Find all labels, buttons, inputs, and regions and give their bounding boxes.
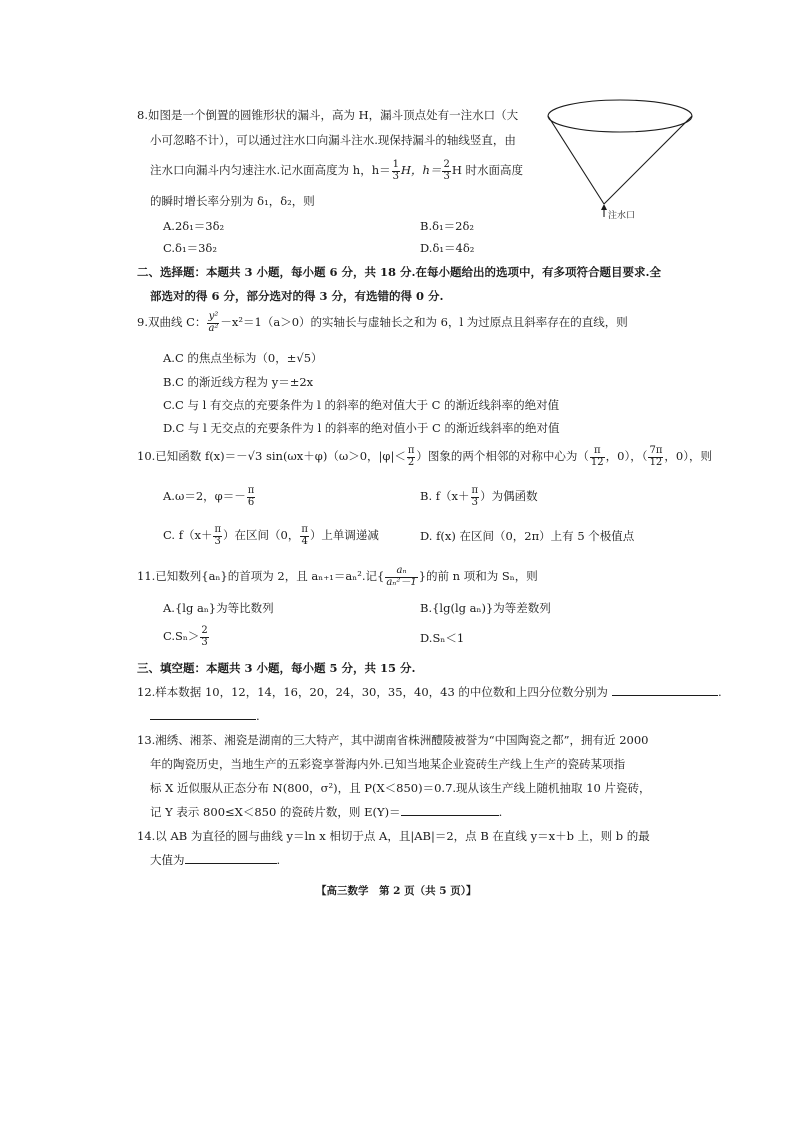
q12-line2: . <box>150 708 260 723</box>
q8-option-d: D.δ₁＝4δ₂ <box>420 241 475 255</box>
q11-stem: 11.已知数列{aₙ}的首项为 2，且 aₙ₊₁＝aₙ².记{ $\frac{\text{aₙ}}{\text{aₙ²－1}}$ }的前 n 项和为 Sₙ，则 <box>137 565 538 588</box>
q10-stem: 10.已知函数 f(x)＝－√3 sin(ωx＋φ)（ω＞0，|φ|＜ $\frac{\pi}{2}$ ）图象的两个相邻的对称中心为（ $\frac{\pi}{12}$ ，0），（ $\frac{7\pi}{12}$ ，0），则 <box>137 445 712 468</box>
q13-line3: 标 X 近似服从正态分布 N(800，σ²)，且 P(X＜850)＝0.7.现从该生产线上随机抽取 10 片瓷砖， <box>150 781 651 795</box>
q8-line2: 小可忽略不计），可以通过注水口向漏斗注水.现保持漏斗的轴线竖直，由 <box>150 133 516 147</box>
q8-line1: 8.如图是一个倒置的圆锥形状的漏斗，高为 H，漏斗顶点处有一注水口（大 <box>137 108 519 122</box>
q9-option-d: D.C 与 l 无交点的充要条件为 l 的斜率的绝对值小于 C 的渐近线斜率的绝对值 <box>163 421 560 435</box>
q12-answer-blank-1[interactable] <box>612 684 718 696</box>
q11-option-d: D.Sₙ＜1 <box>420 631 465 645</box>
q8-fraction-1: $\frac{1}{3}$ <box>392 159 399 182</box>
q11-option-a: A.{lg aₙ}为等比数列 <box>163 601 274 615</box>
q14-line2: 大值为 . <box>150 853 281 867</box>
q9-fraction: $\frac{\text{y²}}{\text{a²}}$ <box>208 311 219 334</box>
q9-stem: 9.双曲线 C： $\frac{\text{y²}}{\text{a²}}$ －x²＝1（a＞0）的实轴长与虚轴长之和为 6，l 为过原点且斜率存在的直线，则 <box>137 311 628 334</box>
q10-option-a: A.ω＝2，φ＝－ $\frac{\pi}{6}$ <box>163 485 255 508</box>
q8-fraction-2: $\frac{2}{3}$ <box>443 159 450 182</box>
q10-option-b: B. f（x＋ $\frac{\pi}{3}$ ）为偶函数 <box>420 485 538 508</box>
q13-line2: 年的陶瓷历史，当地生产的五彩瓷享誉海内外.已知当地某企业瓷砖生产线上生产的瓷砖某项指 <box>150 757 626 771</box>
q9-option-b: B.C 的渐近线方程为 y＝±2x <box>163 375 314 389</box>
q10-option-d: D. f(x) 在区间（0，2π）上有 5 个极值点 <box>420 529 635 543</box>
q11-option-b: B.{lg(lg aₙ)}为等差数列 <box>420 601 551 615</box>
q13-line4: 记 Y 表示 800≤X＜850 的瓷砖片数，则 E(Y)＝ . <box>150 805 503 819</box>
q13-line1: 13.湘绣、湘茶、湘瓷是湖南的三大特产，其中湖南省株洲醴陵被誉为“中国陶瓷之都”，拥有近 2000 <box>137 733 649 747</box>
q12-line1: 12.样本数据 10，12，14，16，20，24，30，35，40，43 的中位数和上四分位数分别为 . <box>137 685 722 699</box>
q13-answer-blank[interactable] <box>401 804 499 816</box>
q8-option-b: B.δ₁＝2δ₂ <box>420 219 474 233</box>
water-inlet-label: 注水口 <box>608 211 636 221</box>
q14-line1: 14.以 AB 为直径的圆与曲线 y＝ln x 相切于点 A，且|AB|＝2，点 B 在直线 y＝x＋b 上，则 b 的最 <box>137 829 650 843</box>
q9-option-c: C.C 与 l 有交点的充要条件为 l 的斜率的绝对值大于 C 的渐近线斜率的绝对值 <box>163 398 560 412</box>
q12-answer-blank-2[interactable] <box>150 708 256 720</box>
section2-line2: 部选对的得 6 分，部分选对的得 3 分，有选错的得 0 分. <box>150 289 444 303</box>
page-footer: 【高三数学 第 2 页（共 5 页）】 <box>316 885 477 897</box>
q8-option-c: C.δ₁＝3δ₂ <box>163 241 217 255</box>
q11-option-c: C.Sₙ＞ $\frac{2}{3}$ <box>163 625 208 648</box>
section3-line1: 三、填空题：本题共 3 小题，每小题 5 分，共 15 分. <box>137 661 416 675</box>
q8-option-a: A.2δ₁＝3δ₂ <box>163 219 225 233</box>
q9-option-a: A.C 的焦点坐标为（0，±√5） <box>163 351 323 365</box>
q10-option-c: C. f（x＋ $\frac{\pi}{3}$ ）在区间（0， $\frac{\pi}{4}$ ）上单调递减 <box>163 524 379 547</box>
q8-line3: 注水口向漏斗内匀速注水.记水面高度为 h，h＝ $\frac{1}{3}$ H，h＝ $\frac{2}{3}$ H 时水面高度 <box>150 159 523 182</box>
q8-line4: 的瞬时增长率分别为 δ₁，δ₂，则 <box>150 194 315 208</box>
section2-line1: 二、选择题：本题共 3 小题，每小题 6 分，共 18 分.在每小题给出的选项中，有多项符合题目要求.全 <box>137 265 662 279</box>
q14-answer-blank[interactable] <box>185 852 277 864</box>
